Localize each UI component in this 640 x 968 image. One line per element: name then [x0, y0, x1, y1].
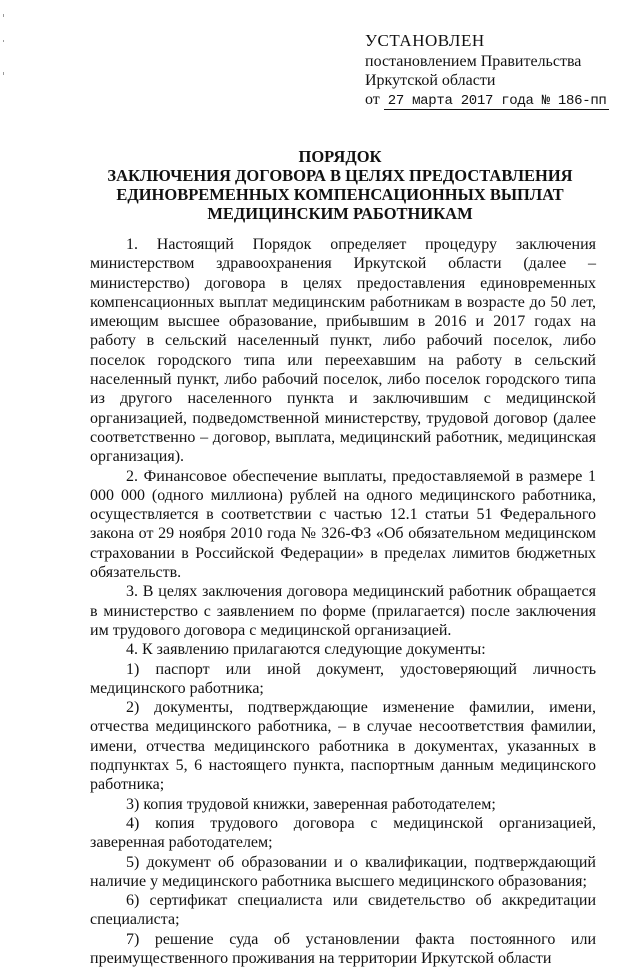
paragraph-4: 4. К заявлению прилагаются следующие документы:: [126, 641, 486, 659]
approval-stamp: УСТАНОВЛЕН: [365, 31, 485, 50]
paragraph-1: 1. Настоящий Порядок определяет процедуру заключения министерством здравоохранения Иркутской области (далее – министерство) договора в целях предоставления единовременных компенсационных выплат медицинским работникам в возрасте до 50 лет, имеющим высшее образование, прибывшим в 2016 и 2017 годах на работу в сельский населенный пункт, либо рабочий поселок, либо поселок городского типа или переехавшим на работу в сельский населенный пункт, либо рабочий поселок, либо поселок городского типа из другого населенного пункта и заключившим с медицинской организацией, подведомственной министерству, трудовой договор (далее соответственно – договор, выплата, медицинский работник, медицинская организация).: [90, 236, 596, 466]
scan-margin-mark: [3, 72, 4, 75]
title-line: МЕДИЦИНСКИМ РАБОТНИКАМ: [207, 204, 473, 223]
approval-block: [365, 31, 625, 111]
list-item-5: 5) документ об образовании и о квалификации, подтверждающий наличие у медицинского работника высшего медицинского образования;: [90, 853, 596, 890]
list-item-4: 4) копия трудового договора с медицинской организацией, заверенная работодателем;: [90, 814, 596, 852]
approval-date-prefix: от: [365, 91, 380, 108]
document-title: [80, 147, 600, 223]
title-line: ЗАКЛЮЧЕНИЯ ДОГОВОРА В ЦЕЛЯХ ПРЕДОСТАВЛЕНИЯ: [107, 166, 573, 185]
list-item-2: 2) документы, подтверждающие изменение фамилии, имени, отчества медицинского работника, – в случае несоответствия фамилии, имени, отчества медицинского работника в документах, указанных в подпунктах 5, 6 настоящего пункта, паспортным данным медицинского работника;: [90, 699, 596, 794]
approval-date-line: [365, 90, 625, 111]
title-line: ПОРЯДОК: [298, 147, 382, 166]
approval-date-number: 27 марта 2017 года № 186-пп: [384, 93, 609, 110]
paragraph-2: 2. Финансовое обеспечение выплаты, предоставляемой в размере 1 000 000 (одного миллиона) рублей на одного медицинского работника, осуществляется в соответствии с частью 12.1 статьи 51 Федерального закона от 29 ноября 2010 года № 326-ФЗ «Об обязательном медицинском страховании в Российской Федерации» в пределах лимитов бюджетных обязательств.: [90, 467, 596, 582]
approval-region: Иркутской области: [365, 72, 496, 89]
scan-margin-mark: [3, 14, 4, 17]
document-body: [90, 235, 596, 968]
list-item-6: 6) сертификат специалиста или свидетельство об аккредитации специалиста;: [90, 892, 596, 929]
paragraph-3: 3. В целях заключения договора медицинский работник обращается в министерство с заявлением по форме (прилагается) после заключения им трудового договора с медицинской организацией.: [90, 583, 596, 639]
scan-margin-mark: [3, 40, 4, 42]
list-item-1: 1) паспорт или иной документ, удостоверяющий личность медицинского работника;: [90, 660, 596, 697]
title-line: ЕДИНОВРЕМЕННЫХ КОМПЕНСАЦИОННЫХ ВЫПЛАТ: [116, 185, 564, 204]
list-item-3: 3) копия трудовой книжки, заверенная работодателем;: [126, 795, 496, 813]
approval-authority: постановлением Правительства: [365, 53, 582, 70]
list-item-7: 7) решение суда об установлении факта постоянного или преимущественного проживания на территории Иркутской области: [90, 930, 596, 967]
